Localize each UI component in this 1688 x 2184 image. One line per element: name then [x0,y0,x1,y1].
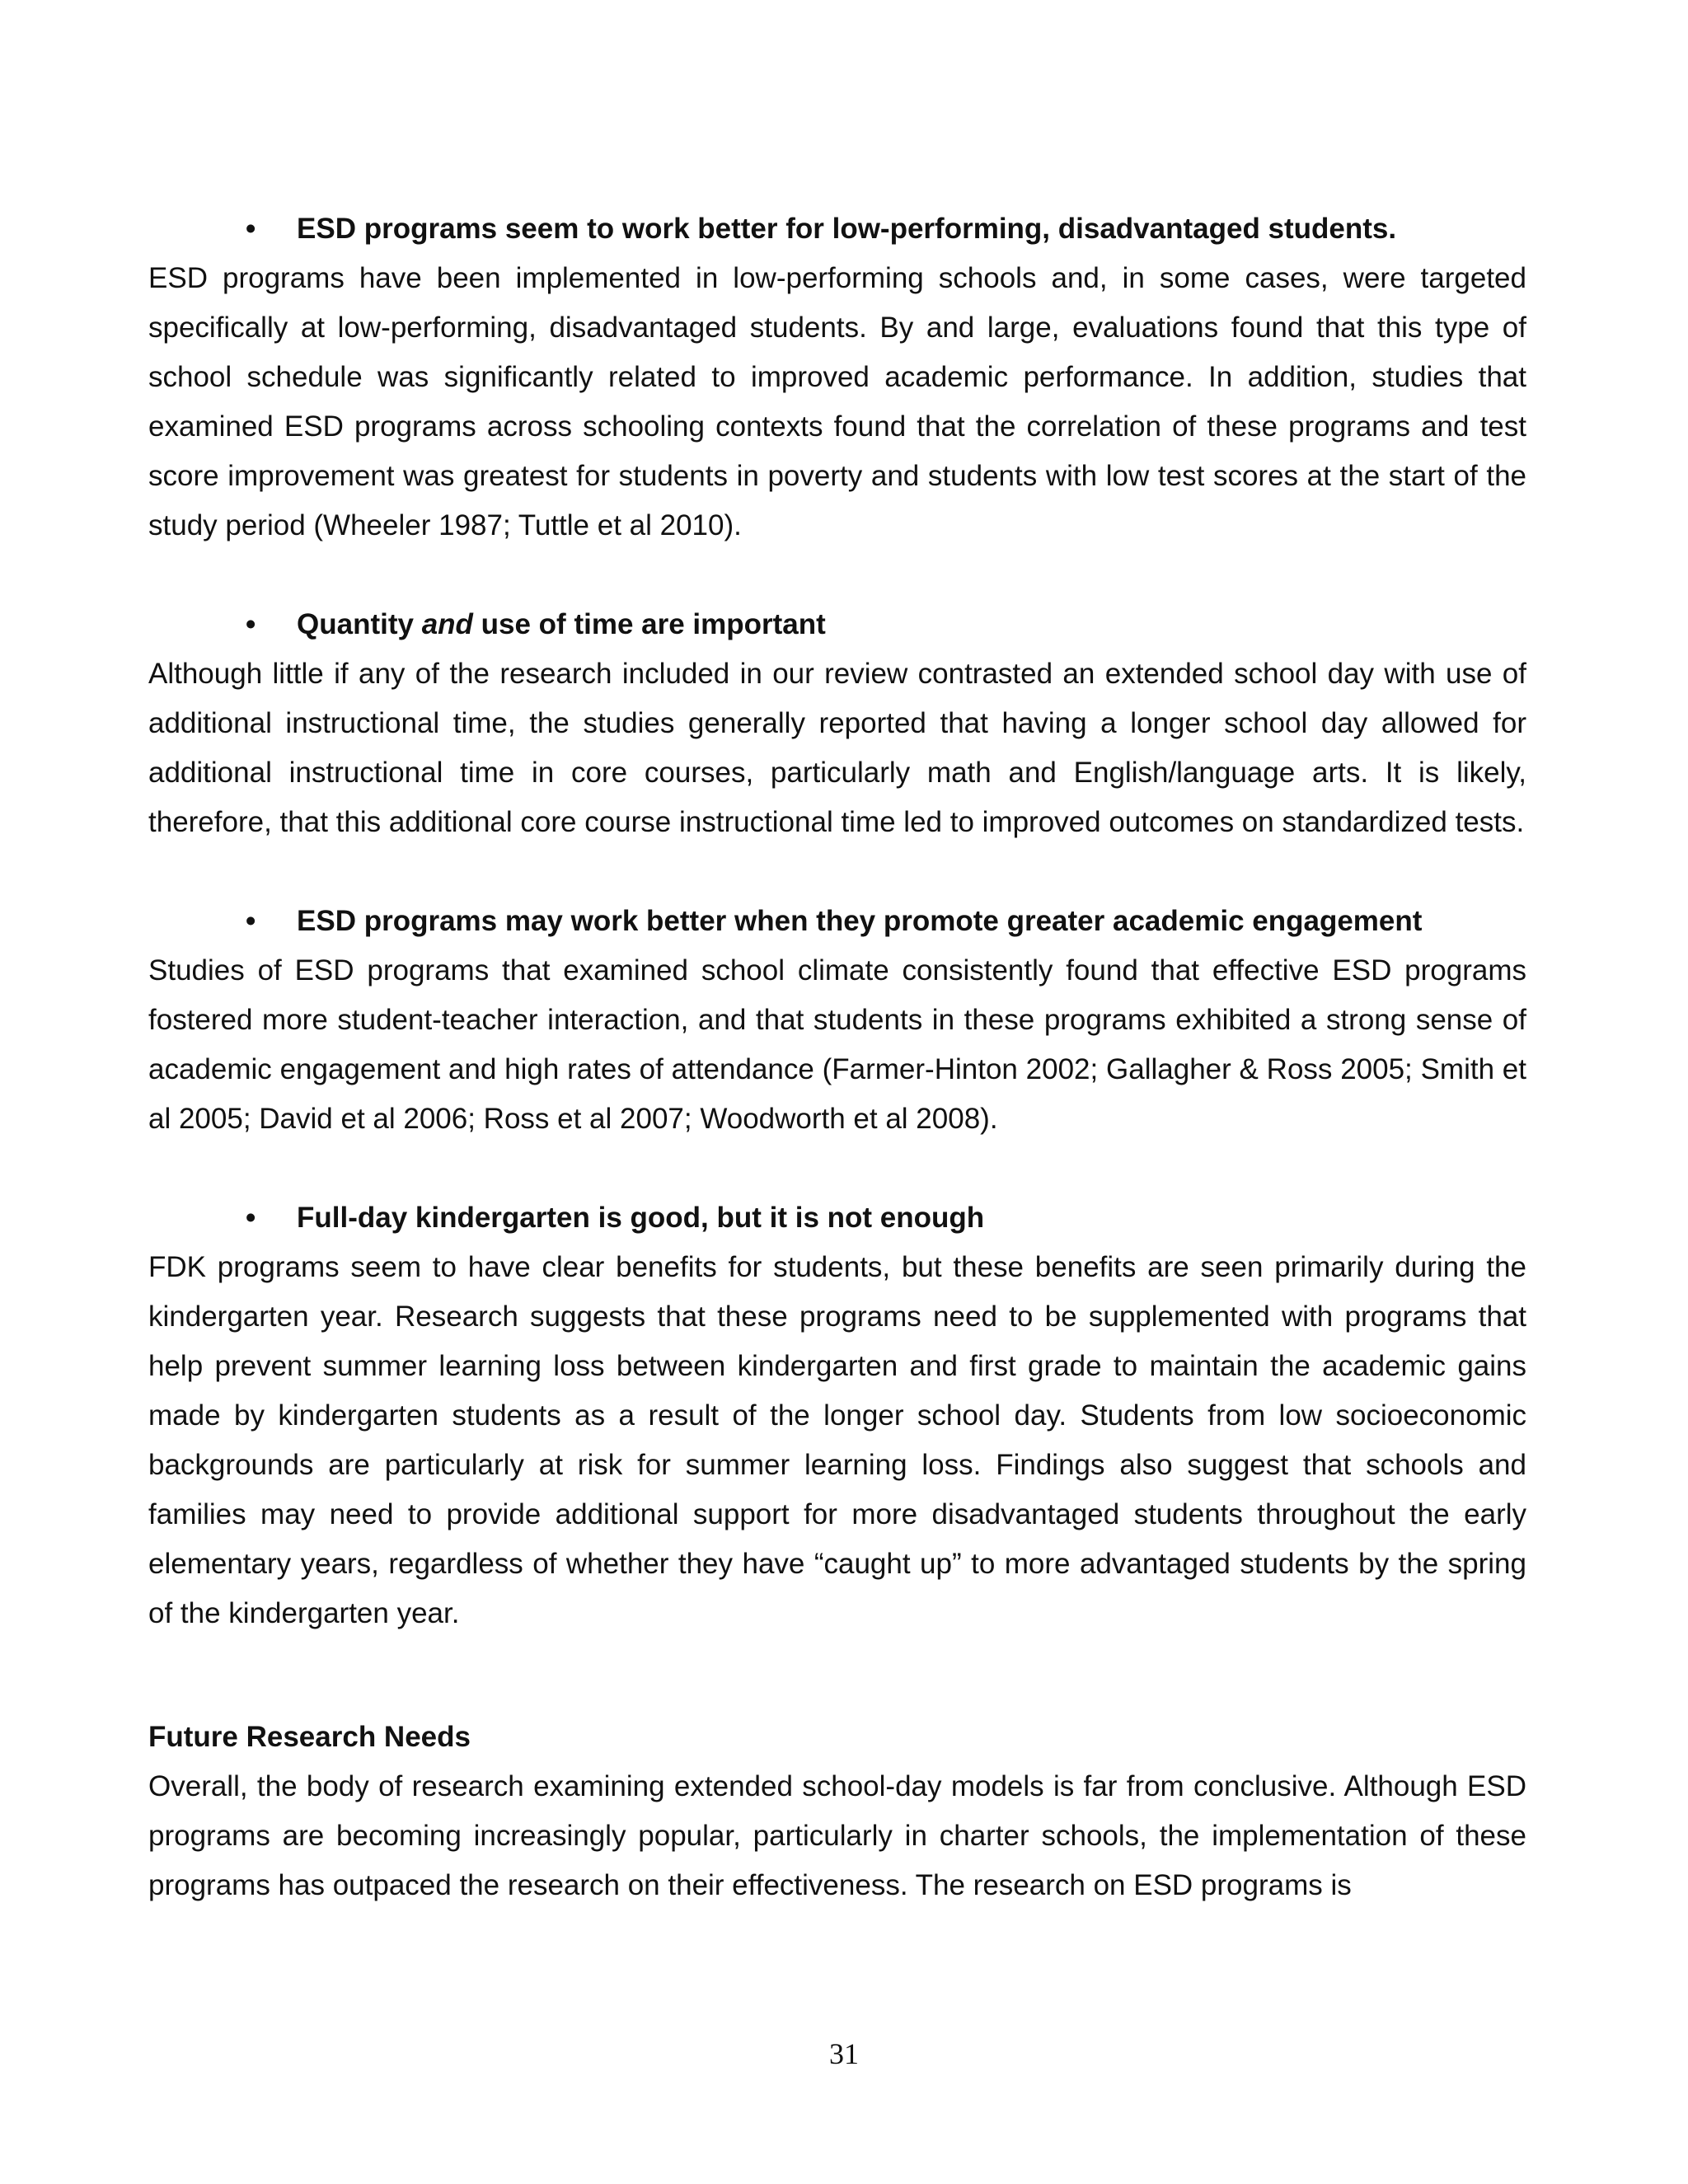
section-heading-future-research: Future Research Needs [148,1721,471,1753]
bullet-icon: • [246,213,256,245]
heading-text-emphasis: and [421,608,473,640]
bullet-icon: • [246,1202,256,1234]
heading-text: Full-day kindergarten is good, but it is not enough [297,1202,985,1234]
bullet-heading-academic-engagement [148,897,1526,946]
bullet-heading-quantity-use-of-time [148,600,1526,649]
document-page [148,204,1526,1910]
heading-text-before: Quantity [297,608,422,640]
page-number: 31 [829,2037,859,2070]
paragraph-quantity-use-of-time: Although little if any of the research included in our review contrasted an extended school day with use of additional instructional time, the studies generally reported that having a longer school day allowed for additional instructional time in core courses, particularly math and English/language arts. It is likely, therefore, that this additional core course instructional time led to improved outcomes on standardized tests. [148,658,1526,838]
heading-text: ESD programs may work better when they promote greater academic engagement [297,905,1423,937]
heading-text-after: use of time are important [472,608,826,640]
bullet-heading-esd-low-performing [148,204,1526,254]
bullet-icon: • [246,905,256,937]
paragraph-esd-low-performing: ESD programs have been implemented in low-performing schools and, in some cases, were targeted specifically at low-performing, disadvantaged students. By and large, evaluations found that this type of school schedule was significantly related to improved academic performance. In addition, studies that examined ESD programs across schooling contexts found that the correlation of these programs and test score improvement was greatest for students in poverty and students with low test scores at the start of the study period (Wheeler 1987; Tuttle et al 2010). [148,262,1526,541]
paragraph-full-day-kindergarten: FDK programs seem to have clear benefits for students, but these benefits are seen primarily during the kindergarten year. Research suggests that these programs need to be supplemented with programs that help prevent summer learning loss between kindergarten and first grade to maintain the academic gains made by kindergarten students as a result of the longer school day. Students from low socioeconomic backgrounds are particularly at risk for summer learning loss. Findings also suggest that schools and families may need to provide additional support for more disadvantaged students throughout the early elementary years, regardless of whether they have “caught up” to more advantaged students by the spring of the kindergarten year. [148,1251,1526,1629]
heading-text: ESD programs seem to work better for low-performing, disadvantaged students. [297,213,1397,245]
bullet-icon: • [246,608,256,640]
paragraph-academic-engagement: Studies of ESD programs that examined school climate consistently found that effective ESD programs fostered more student-teacher interaction, and that students in these programs exhibited a strong sense of academic engagement and high rates of attendance (Farmer-Hinton 2002; Gallagher & Ross 2005; Smith et al 2005; David et al 2006; Ross et al 2007; Woodworth et al 2008). [148,954,1526,1135]
bullet-heading-full-day-kindergarten [148,1193,1526,1243]
paragraph-future-research: Overall, the body of research examining extended school-day models is far from conclusive. Although ESD programs are becoming increasingly popular, particularly in charter schools, the implementation of these programs has outpaced the research on their effectiveness. The research on ESD programs is [148,1770,1526,1901]
